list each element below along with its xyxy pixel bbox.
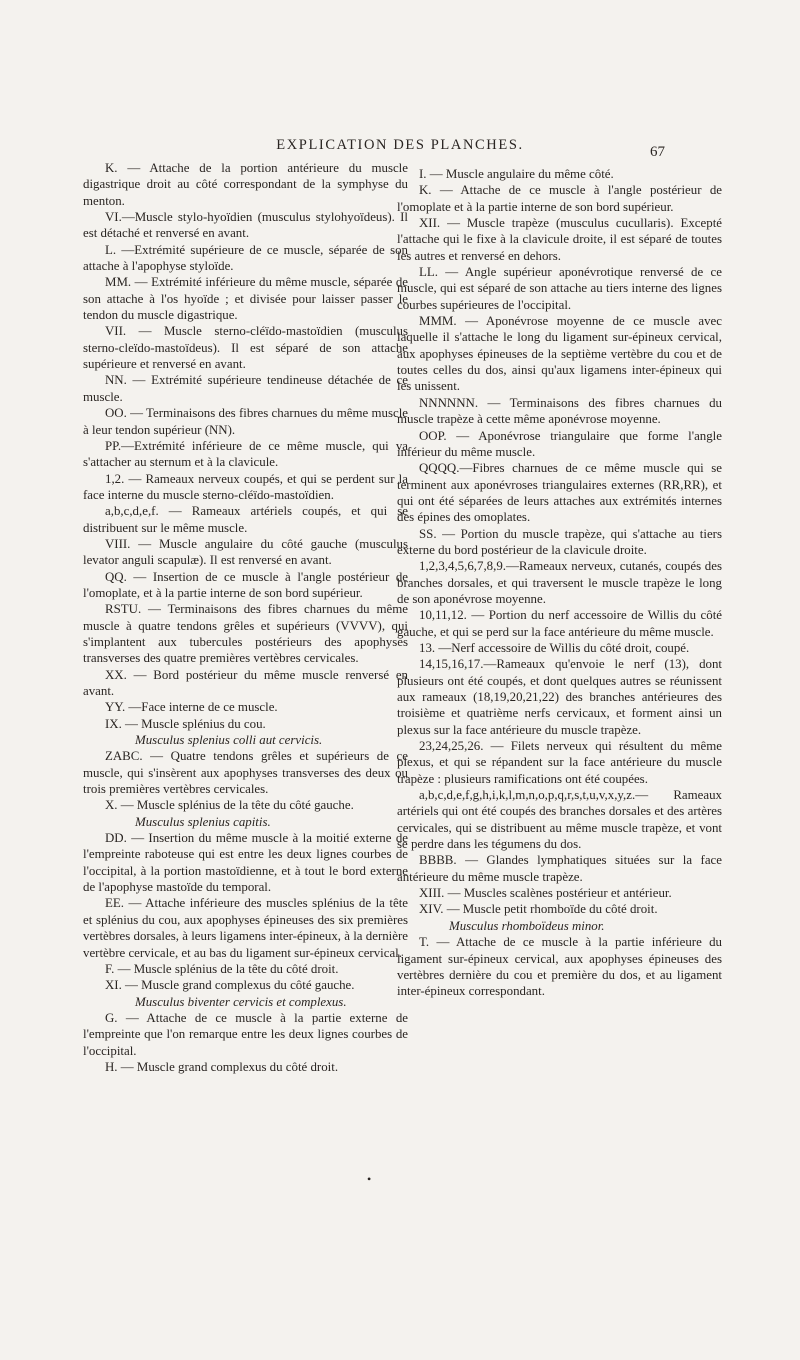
- legend-entry: RSTU. — Terminaisons des fibres charnues du même muscle à quatre tendons grêles et supérieurs (VVVV), qui s'implantent aux tubercules postérieurs des apophyses transverses des quatre premières vertèbres cervicales.: [83, 602, 408, 666]
- legend-entry: L. —Extrémité supérieure de ce muscle, séparée de son attache à l'apophyse styloïde.: [83, 242, 408, 274]
- legend-entry: NN. — Extrémité supérieure tendineuse détachée de ce muscle.: [83, 373, 408, 404]
- footer-mark: •: [367, 1172, 372, 1186]
- legend-entry: 23,24,25,26. — Filets nerveux qui résultent du même plexus, et qui se répandent sur la face antérieure du muscle trapèze : plusieurs ramifications ont été coupées.: [397, 739, 722, 786]
- legend-entry: I. — Muscle angulaire du même côté.: [419, 167, 614, 181]
- legend-entry: VII. — Muscle sterno-cléïdo-mastoïdien (musculus sterno-cleïdo-mastoïdeus). Il est séparé de son attache supérieure et renversé en avant.: [83, 324, 408, 372]
- legend-entry: 10,11,12. — Portion du nerf accessoire de Willis du côté gauche, et qui se perd sur la face antérieure du même muscle.: [397, 608, 722, 639]
- legend-entry: X. — Muscle splénius de la tête du côté gauche.: [105, 798, 354, 813]
- legend-entry: VIII. — Muscle angulaire du côté gauche (musculus levator anguli scapulæ). Il est renversé en avant.: [83, 536, 408, 568]
- legend-entry: K. — Attache de la portion antérieure du muscle digastrique droit au côté correspondant de la symphyse du menton.: [83, 161, 408, 208]
- legend-entry: EE. — Attache inférieure des muscles splénius de la tête et splénius du cou, aux apophyses épineuses des six premières vertèbres dorsales, à leurs ligamens inter-épineux, à la dernière vertèbre cervicale, et au bas du ligament sur-épineux cervical.: [83, 896, 408, 960]
- page-number: 67: [650, 144, 665, 160]
- legend-entry: XIV. — Muscle petit rhomboïde du côté droit.: [419, 902, 658, 917]
- latin-name-label: Musculus splenius colli aut cervicis.: [135, 733, 323, 748]
- legend-entry: MMM. — Aponévrose moyenne de ce muscle avec laquelle il s'attache le long du ligament sur-épineux cervical, aux apophyses épineuses de la septième vertèbre du cou et de toutes celles du dos, ainsi qu'aux ligamens inter-épineux qui les unissent.: [397, 314, 722, 394]
- legend-entry: H. — Muscle grand complexus du côté droit.: [105, 1059, 339, 1074]
- legend-entry: BBBB. — Glandes lymphatiques situées sur la face antérieure du même muscle trapèze.: [397, 853, 722, 884]
- legend-entry: SS. — Portion du muscle trapèze, qui s'attache au tiers externe du bord postérieur de la clavicule droite.: [397, 526, 722, 557]
- legend-entry: a,b,c,d,e,f. — Rameaux artériels coupés, et qui se distribuent sur le même muscle.: [83, 504, 408, 535]
- legend-entry: NNNNNN. — Terminaisons des fibres charnues du muscle trapèze à cette même aponévrose moyenne.: [397, 395, 722, 427]
- legend-entry: G. — Attache de ce muscle à la partie externe de l'empreinte que l'on remarque entre les deux lignes courbes de l'occipital.: [83, 1010, 408, 1058]
- legend-entry: 1,2,3,4,5,6,7,8,9.—Rameaux nerveux, cutanés, coupés des branches dorsales, et qui traversent le muscle trapèze le long de son aponévrose moyenne.: [397, 559, 722, 606]
- legend-entry: XIII. — Muscles scalènes postérieur et antérieur.: [419, 886, 672, 901]
- legend-entry: 14,15,16,17.—Rameaux qu'envoie le nerf (13), dont plusieurs ont été coupés, et dont quelques autres se réunissent aux rameaux (18,19,20,21,22) des branches antérieures des troisième et quatrième nerfs cervicaux, et forment ainsi un plexus sur la face antérieure du muscle trapèze.: [397, 657, 722, 737]
- running-title: EXPLICATION DES PLANCHES.: [276, 137, 524, 153]
- legend-entry: T. — Attache de ce muscle à la partie inférieure du ligament sur-épineux cervical, aux apophyses épineuses des vertèbres dernière du cou et première du dos, et au ligament inter-épineux correspondant.: [397, 935, 722, 999]
- legend-entry: PP.—Extrémité inférieure de ce même muscle, qui va s'attacher au sternum et à la clavicule.: [83, 438, 408, 470]
- legend-entry: IX. — Muscle splénius du cou.: [105, 716, 266, 731]
- legend-entry: VI.—Muscle stylo-hyoïdien (musculus stylohyoïdeus). Il est détaché et renversé en avant.: [83, 210, 408, 241]
- legend-entry: XI. — Muscle grand complexus du côté gauche.: [105, 978, 355, 993]
- legend-entry: MM. — Extrémité inférieure du même muscle, séparée de son attache à l'os hyoïde ; et divisée pour laisser passer le tendon du muscle digastrique.: [83, 275, 408, 323]
- latin-name-label: Musculus rhomboïdeus minor.: [449, 918, 605, 933]
- legend-entry: OO. — Terminaisons des fibres charnues du même muscle à leur tendon supérieur (NN).: [83, 406, 408, 437]
- legend-entry: 13. —Nerf accessoire de Willis du côté droit, coupé.: [419, 640, 690, 655]
- latin-name-label: Musculus splenius capitis.: [135, 814, 271, 829]
- legend-entry: a,b,c,d,e,f,g,h,i,k,l,m,n,o,p,q,r,s,t,u,v,x,y,z.— Rameaux artériels qui ont été coupés des branches dorsales et des artères cervicales, qui se distribuent au même muscle trapèze, et vont se perdre dans les tégumens du dos.: [397, 788, 722, 852]
- legend-entry: XX. — Bord postérieur du même muscle renversé en avant.: [83, 667, 408, 698]
- legend-entry: 1,2. — Rameaux nerveux coupés, et qui se perdent sur la face interne du muscle sterno-cléïdo-mastoïdien.: [83, 471, 408, 502]
- legend-entry: OOP. — Aponévrose triangulaire que forme l'angle inférieur du même muscle.: [397, 428, 722, 459]
- legend-entry: LL. — Angle supérieur aponévrotique renversé de ce muscle, qui est séparé de son attache au tiers interne des lignes courbes supérieures de l'occipital.: [397, 265, 722, 312]
- legend-entry: QQ. — Insertion de ce muscle à l'angle postérieur de l'omoplate, et à la partie interne de son bord supérieur.: [83, 569, 408, 600]
- legend-entry: K. — Attache de ce muscle à l'angle postérieur de l'omoplate et à la partie interne de son bord supérieur.: [397, 183, 722, 214]
- legend-entry: QQQQ.—Fibres charnues de ce même muscle qui se terminent aux aponévroses triangulaires externes (RR,RR), et qui ont été séparées de leurs attaches aux extrémités internes des épines des omoplates.: [397, 461, 722, 525]
- latin-name-label: Musculus biventer cervicis et complexus.: [135, 994, 347, 1009]
- legend-entry: ZABC. — Quatre tendons grêles et supérieurs de ce muscle, qui s'insèrent aux apophyses transverses des deux ou trois premières vertèbres cervicales.: [83, 749, 408, 797]
- left-column: [83, 160, 408, 1075]
- right-column: [397, 166, 722, 1000]
- legend-entry: YY. —Face interne de ce muscle.: [105, 700, 278, 715]
- legend-entry: F. — Muscle splénius de la tête du côté droit.: [105, 961, 339, 976]
- legend-entry: DD. — Insertion du même muscle à la moitié externe de l'empreinte raboteuse qui est entre les deux lignes courbes de l'occipital, à la portion mastoïdienne, et à tout le bord externe de l'apophyse mastoïde du temporal.: [83, 831, 408, 895]
- legend-entry: XII. — Muscle trapèze (musculus cucullaris). Excepté l'attache qui le fixe à la clavicule droite, il est séparé de toutes les autres et renversé en dehors.: [397, 216, 722, 263]
